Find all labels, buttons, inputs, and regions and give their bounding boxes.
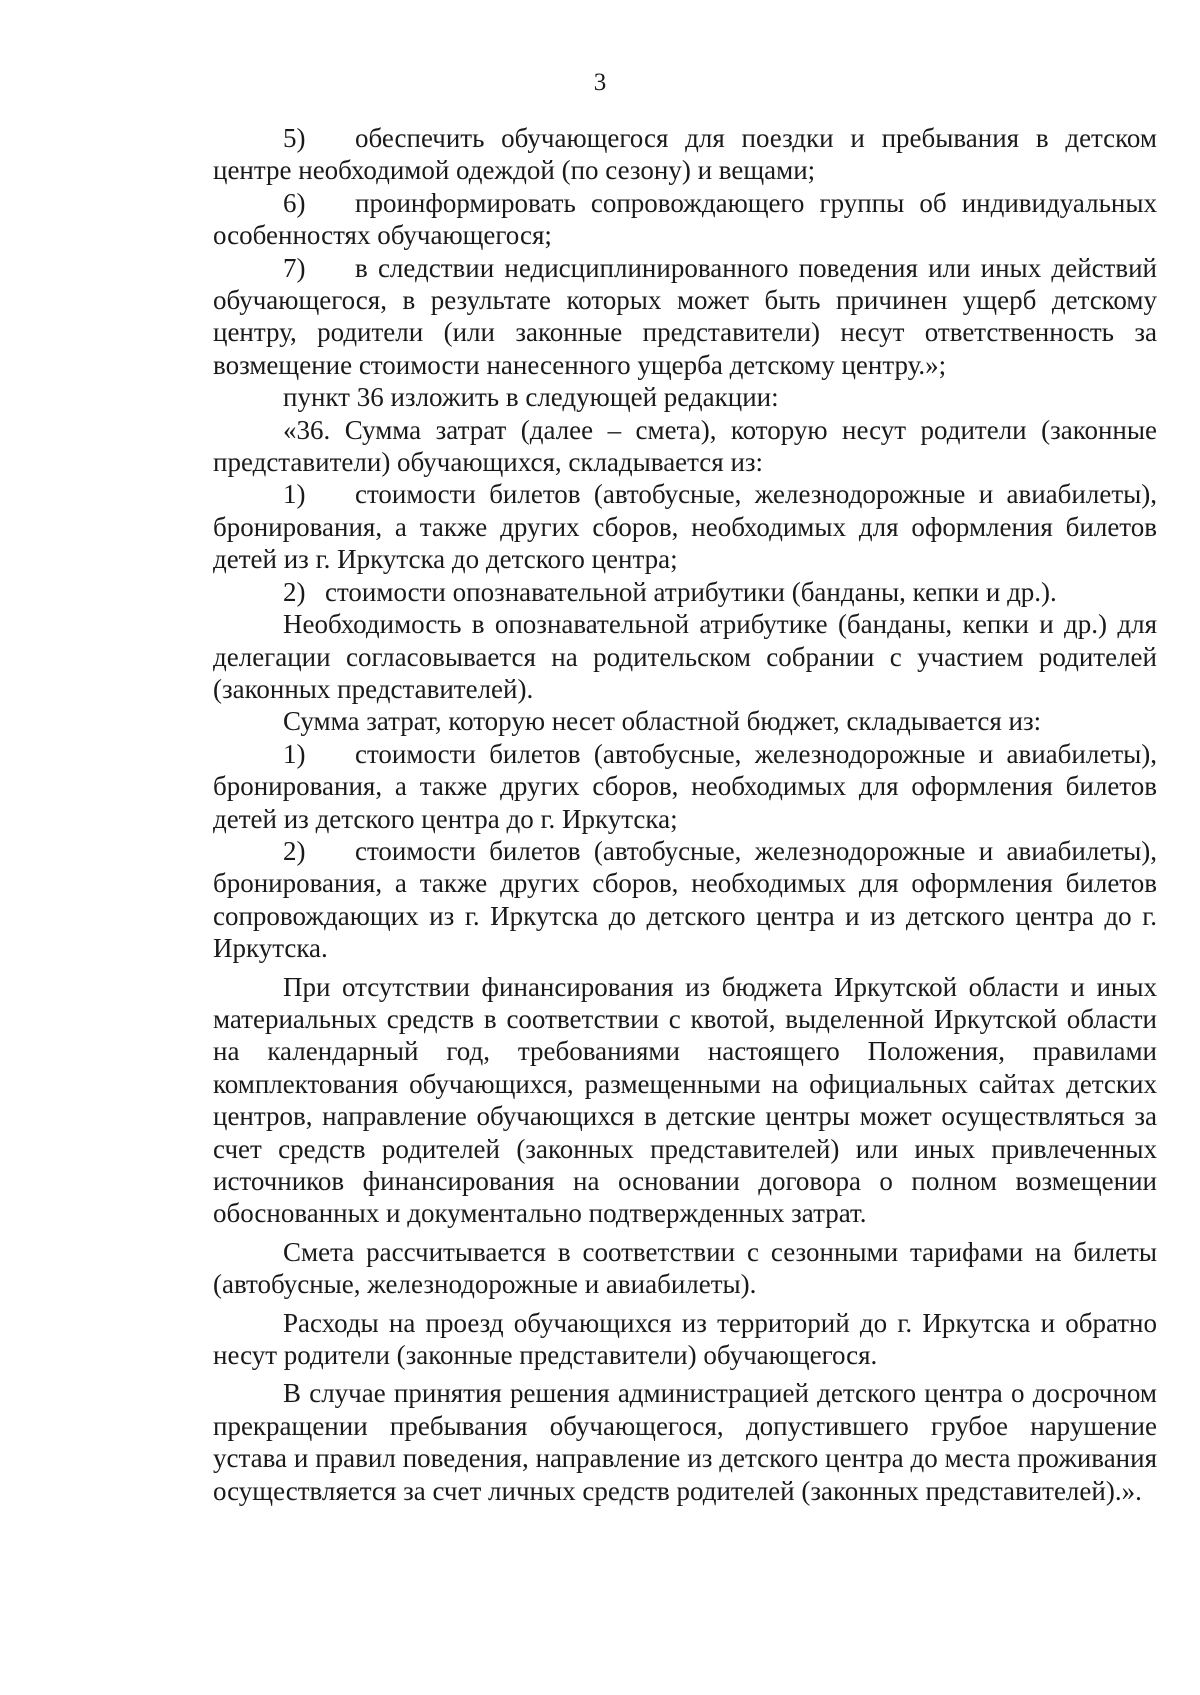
list-number: 1) (283, 479, 306, 510)
list-text: стоимости опознавательной атрибутики (банданы, кепки и др.). (325, 576, 1057, 607)
paragraph-budget-intro: Сумма затрат, которую несет областной бюджет, складывается из: (283, 706, 1042, 737)
list-text: стоимости билетов (автобусные, железнодорожные и авиабилеты), бронирования, а также других сборов, необходимых для оформления билетов детей из г. Иркутска до детского центра; (213, 479, 1157, 575)
paragraph-attributes: Необходимость в опознавательной атрибутике (банданы, кепки и др.) для делегации согласовывается на родительском собрании с участием родителей (законных представителей). (213, 609, 1157, 704)
list-number: 2) (283, 835, 306, 866)
list-number: 6) (283, 187, 306, 218)
list-text: стоимости билетов (автобусные, железнодорожные и авиабилеты), бронирования, а также других сборов, необходимых для оформления билетов сопровождающих из г. Иркутска до детского центра и из детского центра до г. Иркутска. (213, 835, 1157, 964)
paragraph-p36: «36. Сумма затрат (далее – смета), которую несут родители (законные представители) обучающихся, складывается из: (213, 414, 1157, 478)
paragraph-estimate: Смета рассчитывается в соответствии с сезонными тарифами на билеты (автобусные, железнодорожные и авиабилеты). (213, 1236, 1157, 1300)
list-item-budget-2 (213, 835, 1157, 965)
list-text: стоимости билетов (автобусные, железнодорожные и авиабилеты), бронирования, а также других сборов, необходимых для оформления билетов детей из детского центра до г. Иркутска; (213, 738, 1157, 834)
paragraph-early-termination: В случае принятия решения администрацией детского центра о досрочном прекращении пребывания обучающегося, допустившего грубое нарушение устава и правил поведения, направление из детского центра до места проживания осуществляется за счет личных средств родителей (законных представителей).». (213, 1378, 1157, 1506)
list-number: 5) (283, 123, 306, 153)
list-item-budget-1 (213, 738, 1157, 835)
list-item-parents-1 (213, 478, 1157, 575)
list-item-parents-2 (213, 576, 1157, 608)
list-number: 1) (283, 738, 306, 769)
document-body (213, 122, 1157, 1507)
list-text: проинформировать сопровождающего группы об индивидуальных особенностях обучающегося; (213, 187, 1157, 251)
list-number: 7) (283, 252, 306, 283)
list-text: в следствии недисциплинированного поведения или иных действий обучающегося, в результате которых может быть причинен ущерб детскому центру, родители (или законные представители) несут ответственность за возмещение стоимости нанесенного ущерба детскому центру.»; (213, 252, 1157, 380)
list-item-7 (213, 252, 1157, 382)
list-item-6 (213, 187, 1157, 252)
paragraph-p36-intro: пункт 36 изложить в следующей редакции: (283, 382, 779, 413)
paragraph-travel: Расходы на проезд обучающихся из территорий до г. Иркутска и обратно несут родители (законные представители) обучающегося. (213, 1307, 1157, 1371)
list-text: обеспечить обучающегося для поездки и пребывания в детском центре необходимой одеждой (по сезону) и вещами; (213, 123, 1157, 186)
list-item-5 (213, 122, 1157, 187)
paragraph-no-funding: При отсутствии финансирования из бюджета Иркутской области и иных материальных средств в соответствии с квотой, выделенной Иркутской области на календарный год, требованиями настоящего Положения, правилами комплектования обучающихся, размещенными на официальных сайтах детских центров, направление обучающихся в детские центры может осуществляться за счет средств родителей (законных представителей) или иных привлеченных источников финансирования на основании договора о полном возмещении обоснованных и документально подтвержденных затрат. (213, 971, 1157, 1229)
page-number: 3 (593, 69, 607, 96)
list-number: 2) (283, 576, 306, 607)
